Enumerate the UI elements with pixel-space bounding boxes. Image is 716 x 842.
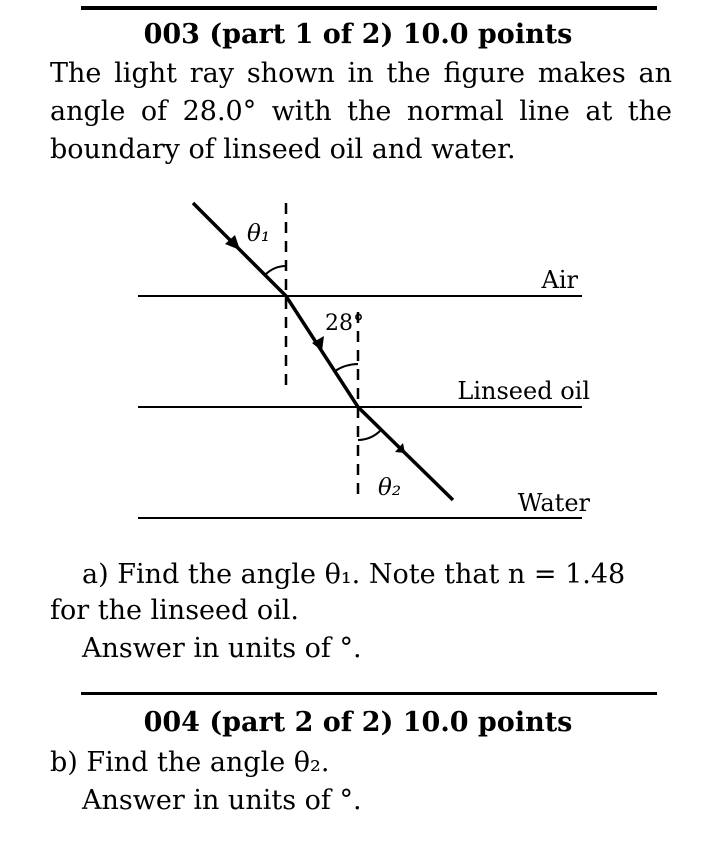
statement-line-2: angle of 28.0° with the normal line at the xyxy=(50,96,672,127)
problem-004-heading: 004 (part 2 of 2) 10.0 points xyxy=(143,707,573,738)
problem-003-heading: 003 (part 1 of 2) 10.0 points xyxy=(143,19,573,50)
question-a-line-1: a) Find the angle θ₁. Note that n = 1.48 xyxy=(82,559,626,590)
angle-28-label: 28° xyxy=(325,311,364,336)
question-a-line-2: for the linseed oil. xyxy=(50,595,299,626)
layer-label-oil: Linseed oil xyxy=(457,377,590,405)
angle-arc-theta2 xyxy=(358,430,381,440)
answer-units-a: Answer in units of °. xyxy=(82,633,362,664)
layer-label-water: Water xyxy=(517,489,590,517)
theta2-label: θ₂ xyxy=(378,475,402,501)
light-ray xyxy=(193,203,453,500)
angle-arc-theta1 xyxy=(265,266,286,275)
question-b: b) Find the angle θ₂. xyxy=(50,747,330,778)
statement-line-1: The light ray shown in the figure makes an xyxy=(50,58,672,89)
theta1-label: θ₁ xyxy=(247,221,271,247)
angle-arc-28 xyxy=(335,364,358,371)
answer-units-b: Answer in units of °. xyxy=(82,785,362,816)
section-divider xyxy=(81,692,657,695)
layer-label-air: Air xyxy=(541,266,578,294)
statement-line-3: boundary of linseed oil and water. xyxy=(50,134,516,165)
